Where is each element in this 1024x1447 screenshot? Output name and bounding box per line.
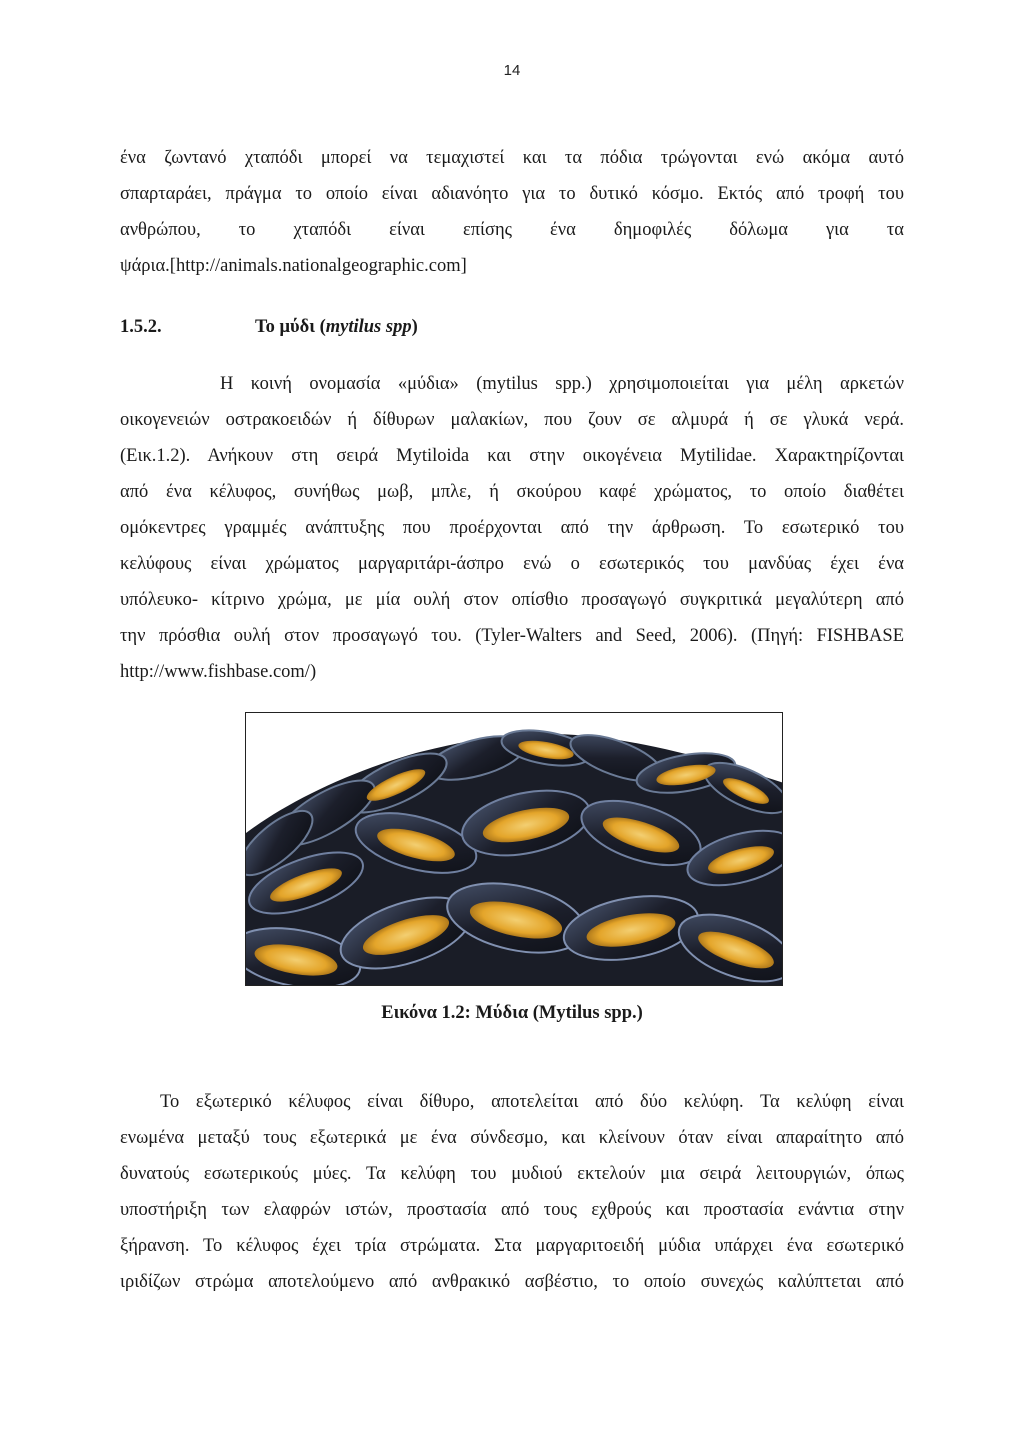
text-line: ένα ζωντανό χταπόδι μπορεί να τεμαχιστεί και τα πόδια τρώγονται ενώ ακόμα αυτό [120, 148, 904, 168]
text-line: σπαρταράει, πράγμα το οποίο είναι αδιανόητο για το δυτικό κόσμο. Εκτός από τροφή του [120, 184, 904, 204]
text-line: υπόλευκο- κίτρινο χρώμα, με μία ουλή στον οπίσθιο προσαγωγό συγκριτικά μεγαλύτερη από [120, 590, 904, 610]
text-line: οικογενειών οστρακοειδών ή δίθυρων μαλακίων, που ζουν σε αλμυρά ή σε γλυκά νερά. [120, 410, 904, 430]
text-line: υποστήριξη των ελαφρών ιστών, προστασία από τους εχθρούς και προστασία ενάντια στην [120, 1200, 904, 1220]
text-line: Το εξωτερικό κέλυφος είναι δίθυρο, αποτελείται από δύο κελύφη. Τα κελύφη είναι [160, 1092, 904, 1112]
text-line: δυνατούς εσωτερικούς μύες. Τα κελύφη του μυδιού εκτελούν μια σειρά λειτουργιών, όπως [120, 1164, 904, 1184]
mussels-photo [245, 712, 783, 986]
text-line: Η κοινή ονομασία «μύδια» (mytilus spp.) χρησιμοποιείται για μέλη αρκετών [220, 374, 904, 394]
text-line: ανθρώπου, το χταπόδι είναι επίσης ένα δημοφιλές δόλωμα για τα [120, 220, 904, 240]
text-line: ψάρια.[http://animals.nationalgeographic.com] [120, 256, 467, 276]
text-line: ομόκεντρες γραμμές ανάπτυξης που προέρχονται από την άρθρωση. Το εσωτερικό του [120, 518, 904, 538]
figure-caption: Εικόνα 1.2: Μύδια (Mytilus spp.) [381, 1003, 643, 1023]
text-line: ιριδίζων στρώμα αποτελούμενο από ανθρακικό ασβέστιο, το οποίο συνεχώς καλύπτεται από [120, 1272, 904, 1292]
section-number: 1.5.2. [120, 317, 162, 337]
section-title: Το μύδι (mytilus spp) [255, 317, 418, 337]
text-line: κελύφους είναι χρώματος μαργαριτάρι-άσπρο ενώ ο εσωτερικός του μανδύας έχει ένα [120, 554, 904, 574]
section-heading [120, 312, 418, 342]
page-number: 14 [503, 62, 521, 79]
text-line: από ένα κέλυφος, συνήθως μωβ, μπλε, ή σκούρου καφέ χρώματος, το οποίο διαθέτει [120, 482, 904, 502]
text-line: (Εικ.1.2). Ανήκουν στη σειρά Mytiloida και στην οικογένεια Mytilidae. Χαρακτηρίζονται [120, 446, 904, 466]
text-line: ενωμένα μεταξύ τους εξωτερικά με ένα σύνδεσμο, και κλείνουν όταν είναι απαραίτητο από [120, 1128, 904, 1148]
text-line: ξήρανση. Το κέλυφος έχει τρία στρώματα. Στα μαργαριτοειδή μύδια υπάρχει ένα εσωτερικό [120, 1236, 904, 1256]
text-line: την πρόσθια ουλή στον προσαγωγό του. (Tyler-Walters and Seed, 2006). (Πηγή: FISHBASE [120, 626, 904, 646]
text-line: http://www.fishbase.com/) [120, 662, 317, 682]
